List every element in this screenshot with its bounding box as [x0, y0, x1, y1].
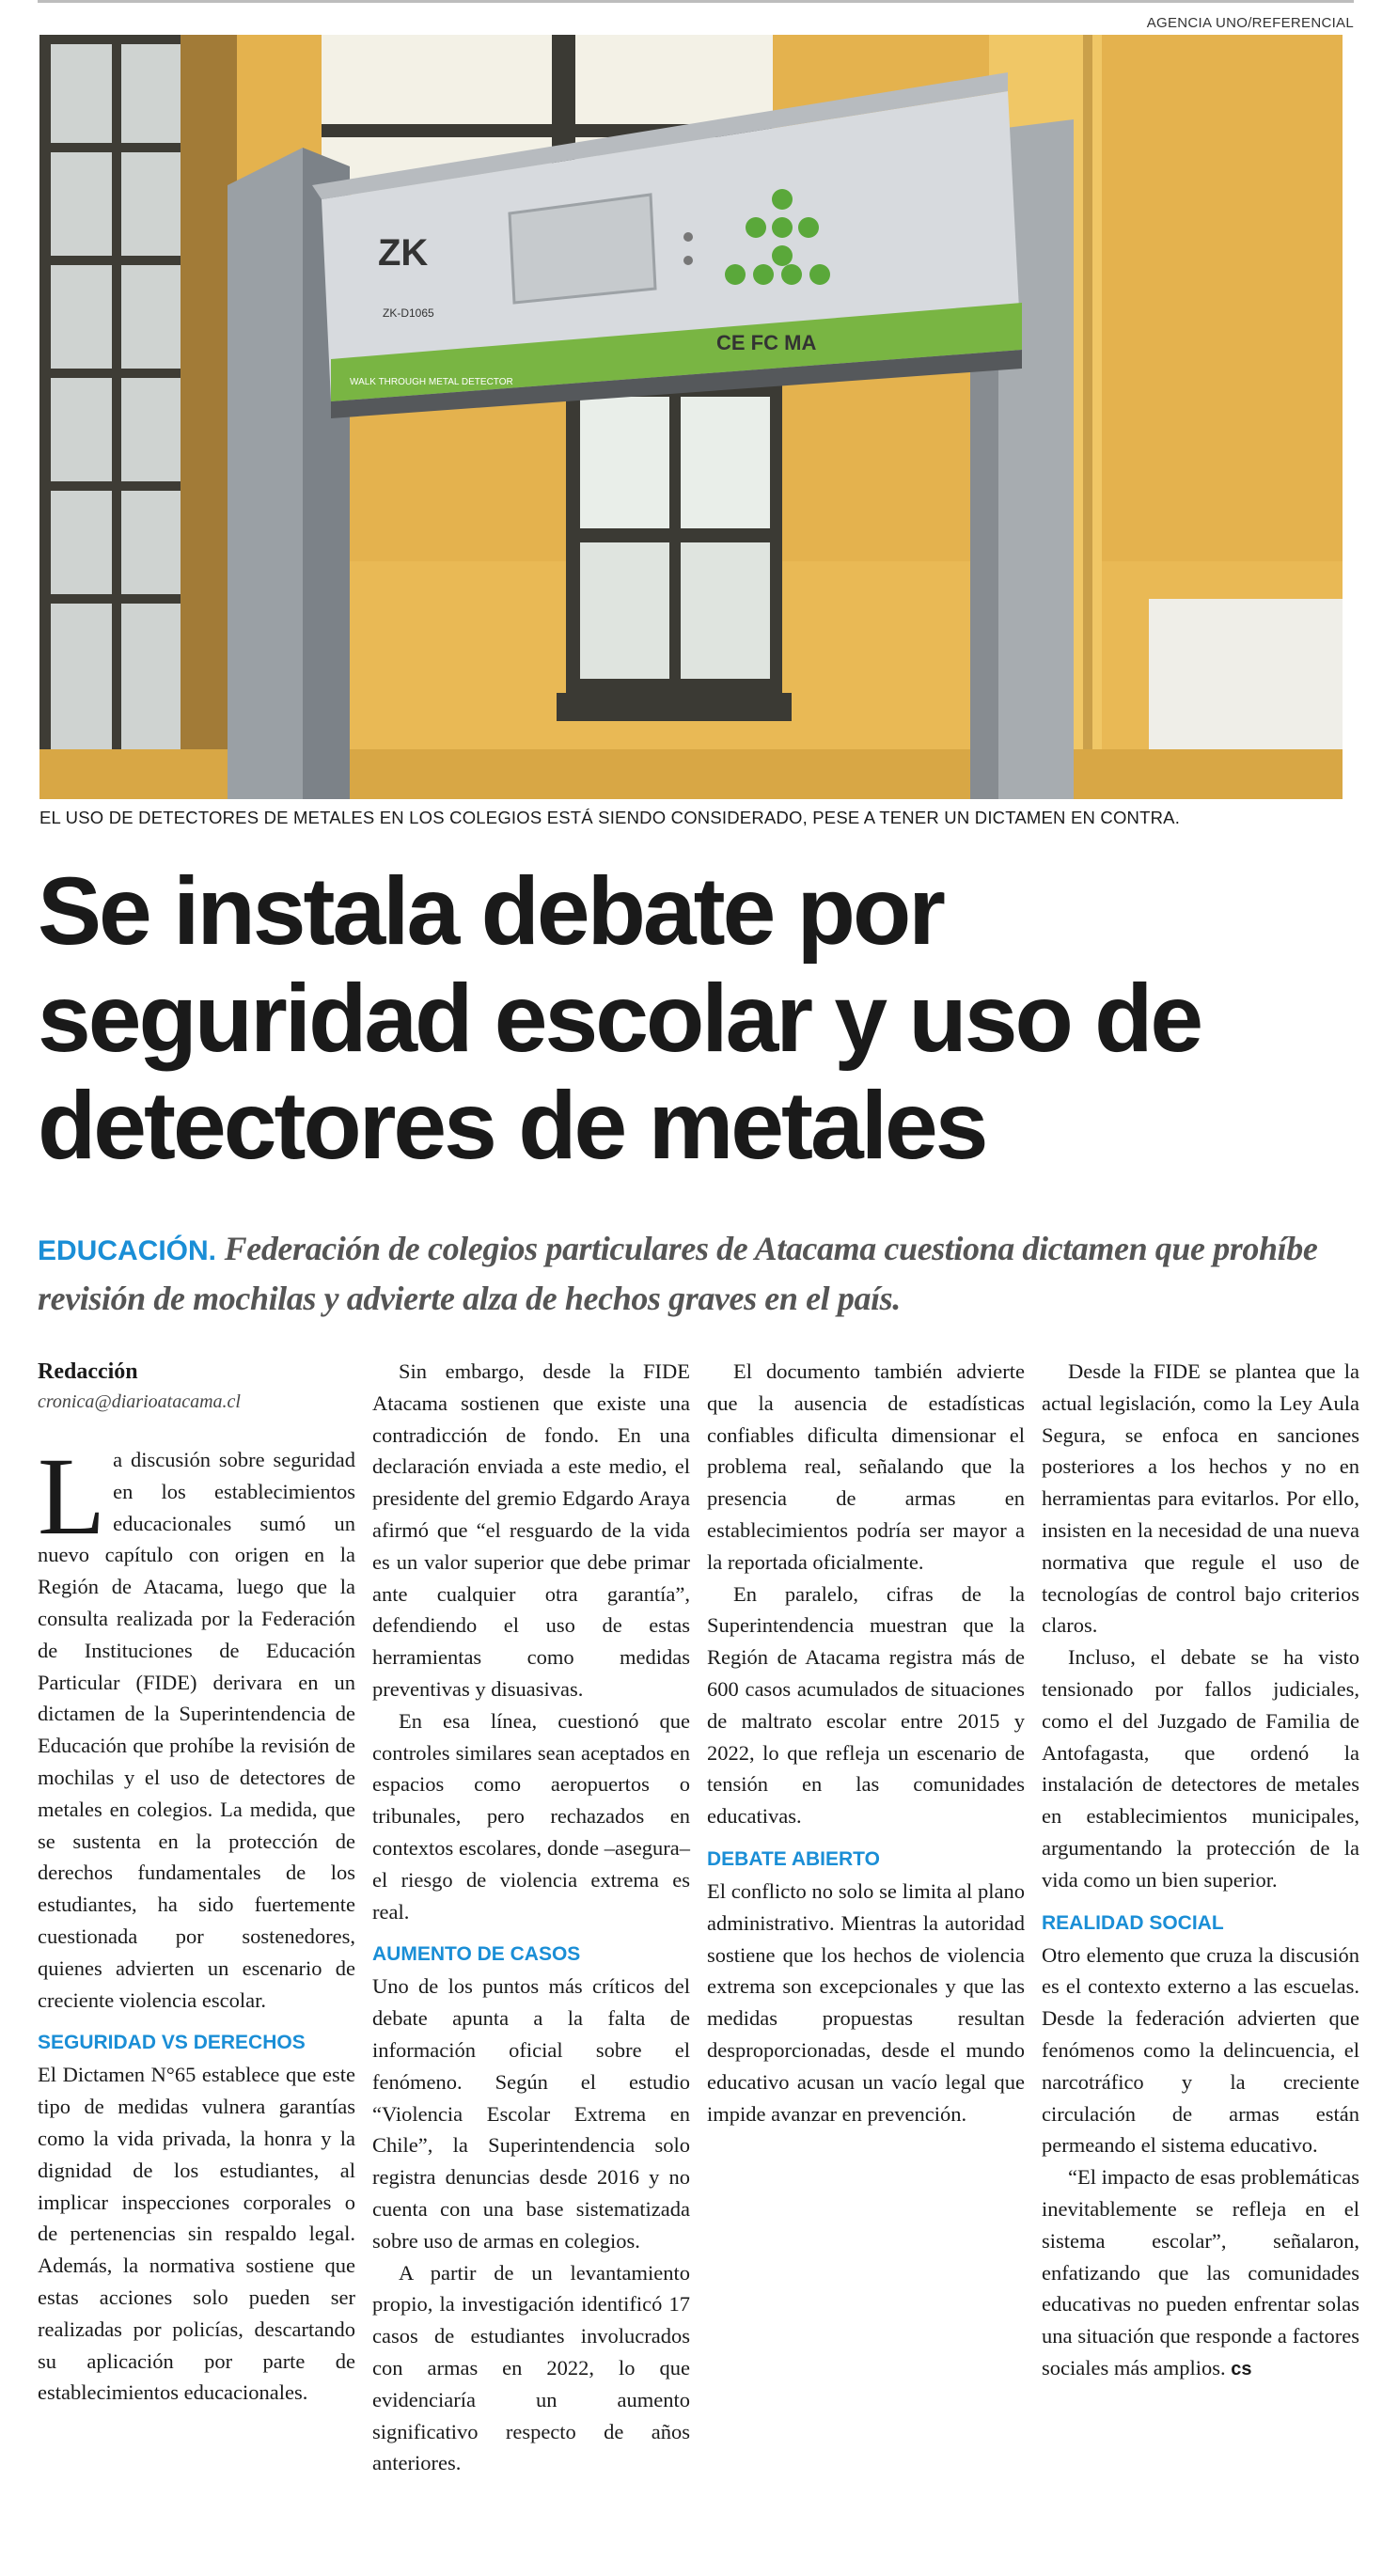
column-4-content	[1042, 1356, 1359, 2386]
paragraph: Otro elemento que cruza la discusión es el contexto externo a las escuelas. Desde la federación advierten que fenómenos como la delincuencia, el narcotráfico y la creciente circulación de armas están permeando el sistema educativo.	[1042, 1942, 1359, 2158]
top-rule	[38, 0, 1354, 3]
paragraph: El conflicto no solo se limita al plano administrativo. Mientras la autoridad sostiene que los hechos de violencia extrema son excepcionales y que las medidas propuestas resultan desproporcionadas, desde el mundo educativo acusan un vacío legal que impide avanzar en prevención.	[707, 1878, 1025, 2126]
article-photo	[39, 35, 1343, 799]
device-label: WALK THROUGH METAL DETECTOR	[350, 377, 513, 387]
end-mark: cs	[1231, 2358, 1252, 2380]
drop-cap: L	[38, 1435, 106, 1558]
photo-credit: AGENCIA UNO/REFERENCIAL	[1146, 15, 1354, 31]
paragraph-final	[1042, 2161, 1359, 2386]
device-marks: CE FC MA	[716, 331, 817, 354]
subhead-realidad: REALIDAD SOCIAL	[1042, 1911, 1224, 1934]
column-1	[38, 1356, 355, 2409]
paragraph: En esa línea, cuestionó que controles similares sean aceptados en espacios como aeropuertos o tribunales, pero rechazados en contextos escolares, donde –asegura– el riesgo de violencia extrema es real.	[372, 1708, 690, 1924]
byline-author: Redacción	[38, 1359, 138, 1384]
paragraph: Sin embargo, desde la FIDE Atacama sostienen que existe una contradicción de fondo. En una declaración enviada a este medio, el presidente del gremio Edgardo Araya afirmó que “el resguardo de la vida es un valor superior que debe primar ante cualquier otra garantía”, defendiendo el uso de estas herramientas como medidas preventivas y disuasivas.	[372, 1359, 690, 1701]
lead	[38, 1225, 1354, 1322]
byline-email: cronica@diarioatacama.cl	[38, 1391, 241, 1412]
section-tag: EDUCACIÓN.	[38, 1235, 217, 1266]
subhead-debate: DEBATE ABIERTO	[707, 1847, 880, 1870]
paragraph: El Dictamen N°65 establece que este tipo de medidas vulnera garantías como la vida privada, la honra y la dignidad de los estudiantes, al implicar inspecciones corporales o de pertenencias sin respaldo legal. Además, la normativa sostiene que estas acciones solo pueden ser realizadas por policías, descartando su aplicación por parte de establecimientos educacionales.	[38, 2063, 355, 2405]
lead-text: Federación de colegios particulares de Atacama cuestiona dictamen que prohíbe revisión de mochilas y advierte alza de hechos graves en el país.	[38, 1230, 1318, 1317]
paragraph: Incluso, el debate se ha visto tensionado por fallos judiciales, como el del Juzgado de Familia de Antofagasta, que ordenó la instalación de detectores de metales en establecimientos municipales, argumentando la protección de la vida como un bien superior.	[1042, 1645, 1359, 1892]
paragraph: El documento también advierte que la ausencia de estadísticas confiables dificulta dimensionar el problema real, señalando que la presencia de armas en establecimientos podría ser mayor a la reportada oficialmente.	[707, 1359, 1025, 1574]
paragraph: A partir de un levantamiento propio, la investigación identificó 17 casos de estudiantes involucrados con armas en 2022, lo que evidenciaría un aumento significativo respecto de años anteriores.	[372, 2260, 690, 2475]
paragraph: Desde la FIDE se plantea que la actual legislación, como la Ley Aula Segura, se enfoca en sanciones posteriores a los hechos y no en herramientas para evitarlos. Por ello, insisten en la necesidad de una nueva normativa que regule el uso de tecnologías de control bajo criterios claros.	[1042, 1359, 1359, 1638]
device-model: ZK-D1065	[383, 306, 434, 320]
paragraph: En paralelo, cifras de la Superintendencia muestran que la Región de Atacama registra más de 600 casos acumulados de situaciones de maltrato escolar entre 2015 y 2022, lo que refleja un escenario de tensión en las comunidades educativas.	[707, 1581, 1025, 1829]
subhead-aumento: AUMENTO DE CASOS	[372, 1943, 581, 1966]
column-2-content	[372, 1356, 690, 2479]
device-brand: ZK	[378, 232, 429, 274]
paragraph-intro-text: a discusión sobre seguridad en los establecimientos educacionales sumó un nuevo capítulo con origen en la Región de Atacama, luego que la consulta realizada por la Federación de Instituciones de Educación Particular (FIDE) derivara en un dictamen de la Superintendencia de Educación que prohíbe la revisión de mochilas y el uso de detectores de metales en colegios. La medida, que se sustenta en la protección de derechos fundamentales de los estudiantes, ha sido fuertemente cuestionada por sostenedores, quienes advierten un escenario de creciente violencia escolar.	[38, 1448, 355, 2012]
subhead-seguridad: SEGURIDAD VS DERECHOS	[38, 2032, 306, 2054]
paragraph: Uno de los puntos más críticos del debate apunta a la falta de información oficial sobre el fenómeno. Según el estudio “Violencia Escolar Extrema en Chile”, la Superintendencia solo registra denuncias desde 2016 y no cuenta con una base sistematizada sobre uso de armas en colegios.	[372, 1974, 690, 2253]
photo-caption: EL USO DE DETECTORES DE METALES EN LOS COLEGIOS ESTÁ SIENDO CONSIDERADO, PESE A TENER UN DICTAMEN EN CONTRA.	[39, 808, 1181, 827]
paragraph-final-text: “El impacto de esas problemáticas inevitablemente se refleja en el sistema escolar”, señalaron, enfatizando que las comunidades educativas no pueden enfrentar solas una situación que responde a factores sociales más amplios.	[1042, 2165, 1359, 2380]
headline: Se instala debate por seguridad escolar y uso de detectores de metales	[38, 857, 1201, 1179]
column-3-content	[707, 1356, 1025, 2129]
paragraph-intro	[38, 1435, 355, 2016]
